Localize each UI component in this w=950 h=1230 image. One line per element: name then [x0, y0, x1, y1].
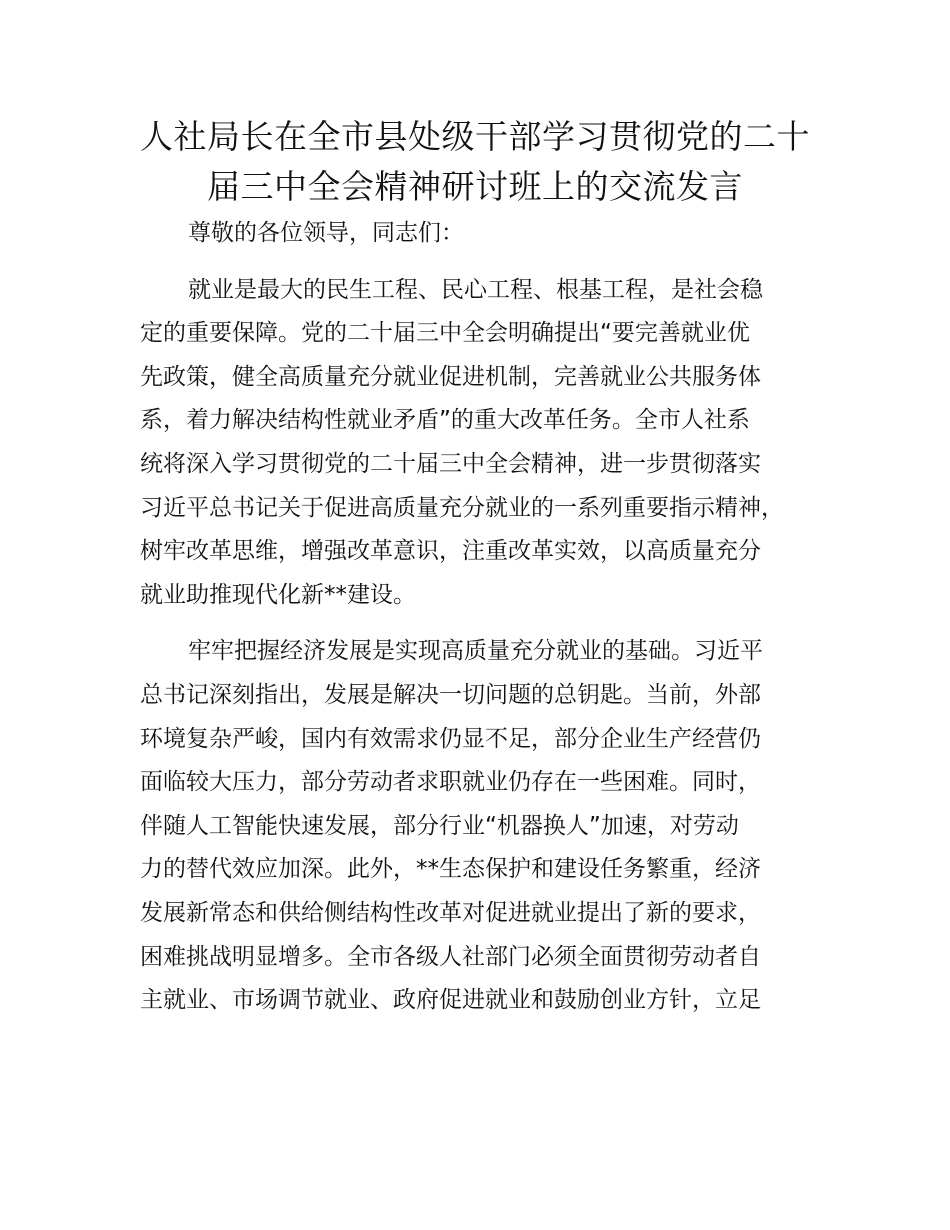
title-line-2: 届三中全会精神研讨班上的交流发言: [207, 167, 743, 206]
paragraph-1: [140, 269, 820, 618]
paragraph-line: 困难挑战明显增多。全市各级人社部门必须全面贯彻劳动者自: [140, 943, 761, 970]
paragraph-line: 环境复杂严峻，国内有效需求仍显不足，部分企业生产经营仍: [140, 725, 761, 752]
paragraph-line: 就业助推现代化新**建设。: [140, 581, 416, 608]
document-title: [140, 112, 810, 212]
document-body: [140, 212, 820, 1023]
paragraph-line: 就业是最大的民生工程、民心工程、根基工程，是社会稳: [188, 276, 763, 303]
salutation-text: 尊敬的各位领导，同志们：: [188, 220, 464, 246]
paragraph-gap: [140, 617, 820, 630]
paragraph-line: 系，着力解决结构性就业矛盾”的重大改革任务。全市人社系: [140, 407, 750, 434]
paragraph-2: [140, 630, 820, 1022]
paragraph-line: 面临较大压力，部分劳动者求职就业仍存在一些困难。同时，: [140, 769, 761, 796]
paragraph-line: 力的替代效应加深。此外，**生态保护和建设任务繁重，经济: [140, 856, 761, 883]
paragraph-line: 树牢改革思维，增强改革意识，注重改革实效，以高质量充分: [140, 538, 761, 565]
title-line-1: 人社局长在全市县处级干部学习贯彻党的二十: [140, 117, 810, 156]
paragraph-line: 牢牢把握经济发展是实现高质量充分就业的基础。习近平: [188, 638, 763, 665]
paragraph-line: 先政策，健全高质量充分就业促进机制，完善就业公共服务体: [140, 363, 761, 390]
paragraph-line: 伴随人工智能快速发展，部分行业“机器换人”加速，对劳动: [140, 812, 739, 839]
salutation: [140, 212, 820, 256]
paragraph-line: 发展新常态和供给侧结构性改革对促进就业提出了新的要求，: [140, 899, 761, 926]
paragraph-line: 习近平总书记关于促进高质量充分就业的一系列重要指示精神，: [140, 494, 784, 521]
paragraph-gap: [140, 256, 820, 269]
paragraph-line: 总书记深刻指出，发展是解决一切问题的总钥匙。当前，外部: [140, 681, 761, 708]
paragraph-line: 统将深入学习贯彻党的二十届三中全会精神，进一步贯彻落实: [140, 450, 761, 477]
paragraph-line: 定的重要保障。党的二十届三中全会明确提出“要完善就业优: [140, 320, 750, 347]
paragraph-line: 主就业、市场调节就业、政府促进就业和鼓励创业方针，立足: [140, 987, 761, 1014]
